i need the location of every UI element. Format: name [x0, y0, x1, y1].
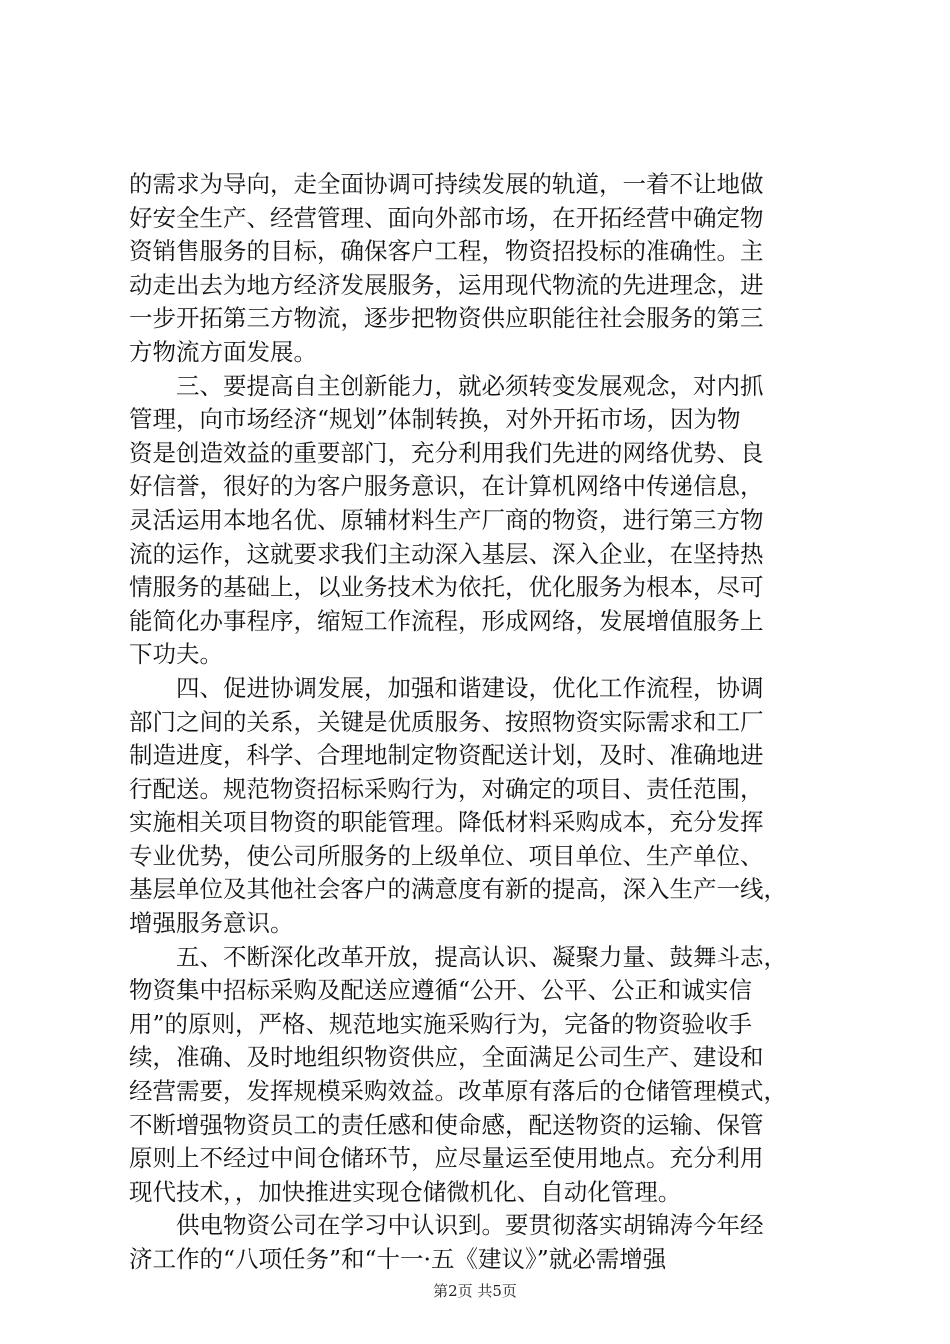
text-line: 好安全生产、经营管理、面向外部市场，在开拓经营中确定物 [129, 203, 764, 232]
text-line: 方物流方面发展。 [129, 337, 317, 366]
text-line: 资销售服务的目标，确保客户工程，物资招投标的准确性。主 [129, 237, 764, 266]
text-line: 供电物资公司在学习中认识到。要贯彻落实胡锦涛今年经 [129, 1211, 764, 1240]
text-line: 增强服务意识。 [129, 909, 294, 938]
text-line: 现代技术，，加快推进实现仓储微机化、自动化管理。 [129, 1177, 682, 1206]
text-line: 原则上不经过中间仓储环节，应尽量运至使用地点。充分利用 [129, 1144, 764, 1173]
text-line: 四、促进协调发展，加强和谐建设，优化工作流程，协调 [129, 673, 764, 702]
text-line: 不断增强物资员工的责任感和使命感，配送物资的运输、保管 [129, 1110, 764, 1139]
text-line: 实施相关项目物资的职能管理。降低材料采购成本，充分发挥 [129, 808, 764, 837]
text-line: 续，准确、及时地组织物资供应，全面满足公司生产、建设和 [129, 1043, 764, 1072]
page-footer: 第2页 共5页 [433, 1282, 517, 1300]
text-line: 资是创造效益的重要部门，充分利用我们先进的网络优势、良 [129, 438, 764, 467]
text-line: 情服务的基础上，以业务技术为依托，优化服务为根本，尽可 [129, 573, 764, 602]
text-line: 动走出去为地方经济发展服务，运用现代物流的先进理念，进 [129, 270, 764, 299]
text-line: 能简化办事程序，缩短工作流程，形成网络，发展增值服务上 [129, 606, 764, 635]
text-line: 一步开拓第三方物流，逐步把物资供应职能往社会服务的第三 [129, 304, 764, 333]
text-line: 好信誉，很好的为客户服务意识，在计算机网络中传递信息， [129, 472, 764, 501]
text-line: 流的运作，这就要求我们主动深入基层、深入企业，在坚持热 [129, 539, 764, 568]
text-line: 专业优势，使公司所服务的上级单位、项目单位、生产单位、 [129, 841, 764, 870]
text-line: 基层单位及其他社会客户的满意度有新的提高，深入生产一线， [129, 875, 787, 904]
text-line: 经营需要，发挥规模采购效益。改革原有落后的仓储管理模式， [129, 1077, 787, 1106]
text-line: 五、不断深化改革开放，提高认识、凝聚力量、鼓舞斗志， [129, 942, 787, 971]
text-line: 制造进度，科学、合理地制定物资配送计划，及时、准确地进 [129, 741, 764, 770]
document-body [129, 168, 829, 1277]
text-line: 的需求为导向，走全面协调可持续发展的轨道，一着不让地做 [129, 170, 764, 198]
text-line: 管理，向市场经济“规划”体制转换，对外开拓市场，因为物 [129, 405, 741, 434]
text-line: 灵活运用本地名优、原辅材料生产厂商的物资，进行第三方物 [129, 505, 764, 534]
text-line: 用”的原则，严格、规范地实施采购行为，完备的物资验收手 [129, 1009, 753, 1038]
text-line: 行配送。规范物资招标采购行为，对确定的项目、责任范围， [129, 774, 764, 803]
text-line: 下功夫。 [129, 640, 223, 669]
text-line: 物资集中招标采购及配送应遵循“公开、公平、公正和诚实信 [129, 976, 753, 1005]
text-line: 部门之间的关系，关键是优质服务、按照物资实际需求和工厂 [129, 707, 764, 736]
text-line: 三、要提高自主创新能力，就必须转变发展观念，对内抓 [129, 371, 764, 400]
text-line: 济工作的“八项任务”和“十一·五《建议》”就必需增强 [129, 1245, 667, 1273]
